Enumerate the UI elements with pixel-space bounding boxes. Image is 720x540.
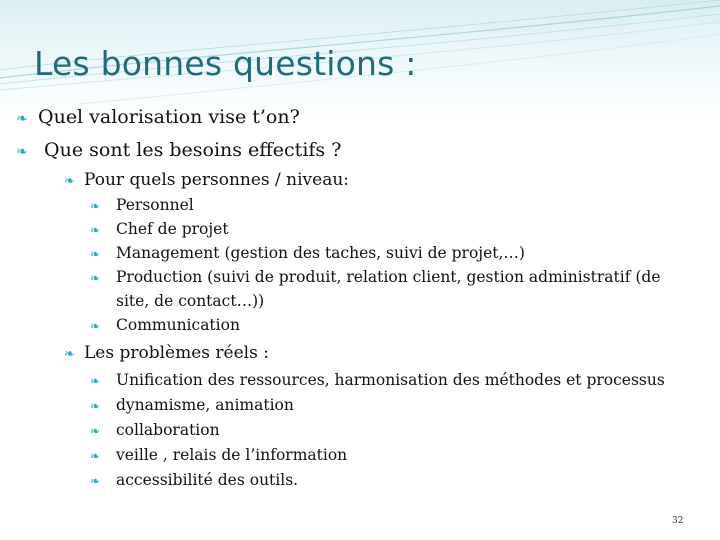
bullet-valorisation: ❧ Quel valorisation vise t’on?	[16, 106, 300, 128]
bullet-icon: ❧	[90, 424, 101, 438]
bullet-icon: ❧	[16, 144, 28, 160]
bullet-icon: ❧	[90, 271, 101, 285]
bullet-icon: ❧	[64, 174, 75, 189]
bullet-pour-quels: ❧ Pour quels personnes / niveau:	[64, 170, 350, 190]
list-item: ❧ dynamisme, animation	[90, 396, 294, 414]
list-item: ❧ Chef de projet	[90, 220, 229, 238]
bullet-icon: ❧	[90, 247, 101, 261]
list-item: ❧ Management (gestion des taches, suivi de projet,…)	[90, 244, 525, 262]
bullet-icon: ❧	[90, 474, 101, 488]
list-item: ❧ Unification des ressources, harmonisation des méthodes et processus	[90, 371, 665, 389]
bullet-icon: ❧	[90, 223, 101, 237]
list-item: ❧ Communication	[90, 316, 240, 334]
list-item: ❧ Personnel	[90, 196, 194, 214]
bullet-besoins: ❧ Que sont les besoins effectifs ?	[16, 139, 342, 161]
list-item: ❧ accessibilité des outils.	[90, 471, 299, 489]
slide-title: Les bonnes questions :	[34, 44, 417, 83]
bullet-problemes: ❧ Les problèmes réels :	[64, 343, 269, 363]
bullet-icon: ❧	[16, 111, 28, 127]
bullet-icon: ❧	[64, 347, 75, 362]
list-item: ❧ veille , relais de l’information	[90, 446, 348, 464]
bullet-icon: ❧	[90, 399, 101, 413]
bullet-icon: ❧	[90, 374, 101, 388]
list-item: ❧ collaboration	[90, 421, 220, 439]
bullet-icon: ❧	[90, 199, 101, 213]
list-item-continuation: site, de contact…))	[116, 292, 265, 310]
page-number: 32	[672, 516, 684, 526]
bullet-icon: ❧	[90, 319, 101, 333]
list-item: ❧ Production (suivi de produit, relation client, gestion administratif (de	[90, 268, 661, 286]
bullet-icon: ❧	[90, 449, 101, 463]
